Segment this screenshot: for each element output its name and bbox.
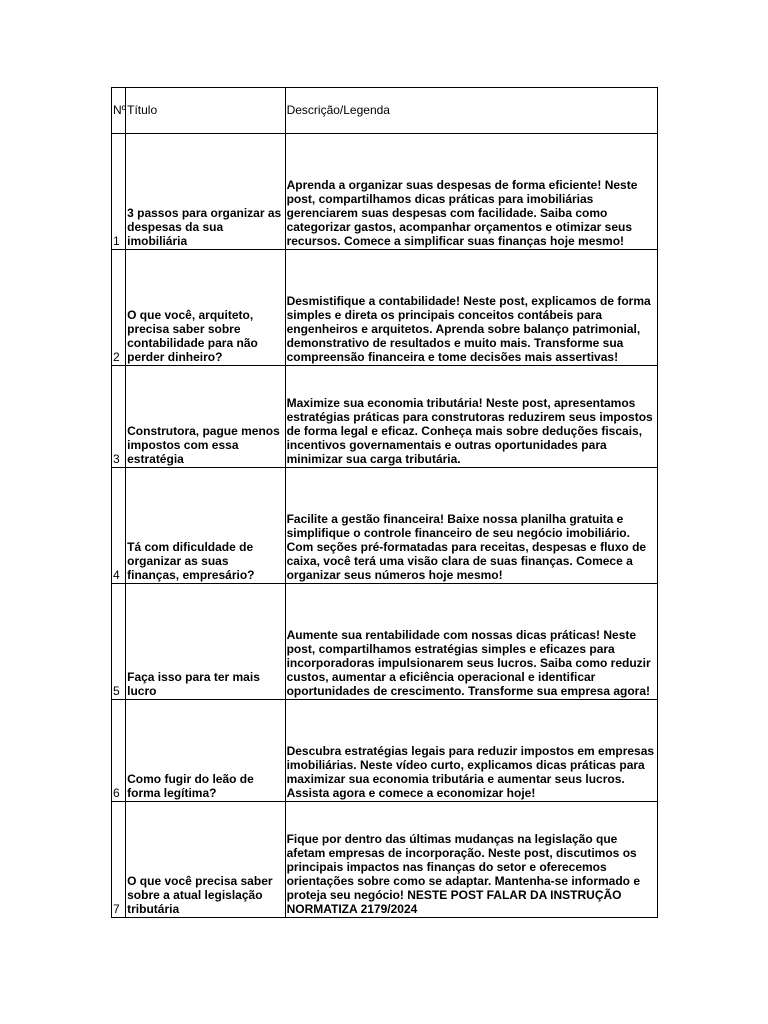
table-row — [112, 584, 658, 700]
row-description: Aumente sua rentabilidade com nossas dicas práticas! Neste post, compartilhamos estratégias simples e eficazes para incorporadoras impulsionarem seus lucros. Saiba como reduzir custos, aumentar a eficiência operacional e identificar oportunidades de crescimento. Transforme sua empresa agora! — [285, 584, 657, 700]
table-row — [112, 366, 658, 468]
row-number: 6 — [112, 700, 126, 802]
table-row — [112, 468, 658, 584]
row-title: O que você, arquiteto, precisa saber sobre contabilidade para não perder dinheiro? — [126, 250, 285, 366]
table-row — [112, 802, 658, 918]
row-description: Facilite a gestão financeira! Baixe nossa planilha gratuita e simplifique o controle financeiro de seu negócio imobiliário. Com seções pré-formatadas para receitas, despesas e fluxo de caixa, você terá uma visão clara de suas finanças. Comece a organizar seus números hoje mesmo! — [285, 468, 657, 584]
table-row — [112, 250, 658, 366]
table-row — [112, 134, 658, 250]
row-number: 2 — [112, 250, 126, 366]
table-header-row — [112, 88, 658, 134]
row-description: Desmistifique a contabilidade! Neste post, explicamos de forma simples e direta os principais conceitos contábeis para engenheiros e arquitetos. Aprenda sobre balanço patrimonial, demonstrativo de resultados e muito mais. Transforme sua compreensão financeira e tome decisões mais assertivas! — [285, 250, 657, 366]
row-description: Aprenda a organizar suas despesas de forma eficiente! Neste post, compartilhamos dicas práticas para imobiliárias gerenciarem suas despesas com facilidade. Saiba como categorizar gastos, acompanhar orçamentos e otimizar seus recursos. Comece a simplificar suas finanças hoje mesmo! — [285, 134, 657, 250]
row-number: 4 — [112, 468, 126, 584]
row-description: Maximize sua economia tributária! Neste post, apresentamos estratégias práticas para construtoras reduzirem seus impostos de forma legal e eficaz. Conheça mais sobre deduções fiscais, incentivos governamentais e outras oportunidades para minimizar sua carga tributária. — [285, 366, 657, 468]
row-title: Construtora, pague menos impostos com essa estratégia — [126, 366, 285, 468]
row-title: O que você precisa saber sobre a atual legislação tributária — [126, 802, 285, 918]
header-title: Título — [126, 88, 285, 134]
row-description: Descubra estratégias legais para reduzir impostos em empresas imobiliárias. Neste vídeo curto, explicamos dicas práticas para maximizar sua economia tributária e aumentar seus lucros. Assista agora e comece a economizar hoje! — [285, 700, 657, 802]
row-number: 5 — [112, 584, 126, 700]
header-number: Nº — [112, 88, 126, 134]
row-number: 3 — [112, 366, 126, 468]
header-description: Descrição/Legenda — [285, 88, 657, 134]
row-title: 3 passos para organizar as despesas da sua imobiliária — [126, 134, 285, 250]
row-title: Tá com dificuldade de organizar as suas finanças, empresário? — [126, 468, 285, 584]
row-number: 1 — [112, 134, 126, 250]
row-title: Como fugir do leão de forma legítima? — [126, 700, 285, 802]
row-number: 7 — [112, 802, 126, 918]
table-row — [112, 700, 658, 802]
content-table — [111, 87, 658, 918]
row-title: Faça isso para ter mais lucro — [126, 584, 285, 700]
row-description: Fique por dentro das últimas mudanças na legislação que afetam empresas de incorporação. Neste post, discutimos os principais impactos nas finanças do setor e oferecemos orientações sobre como se adaptar. Mantenha-se informado e proteja seu negócio! NESTE POST FALAR DA INSTRUÇÃO NORMATIZA 2179/2024 — [285, 802, 657, 918]
